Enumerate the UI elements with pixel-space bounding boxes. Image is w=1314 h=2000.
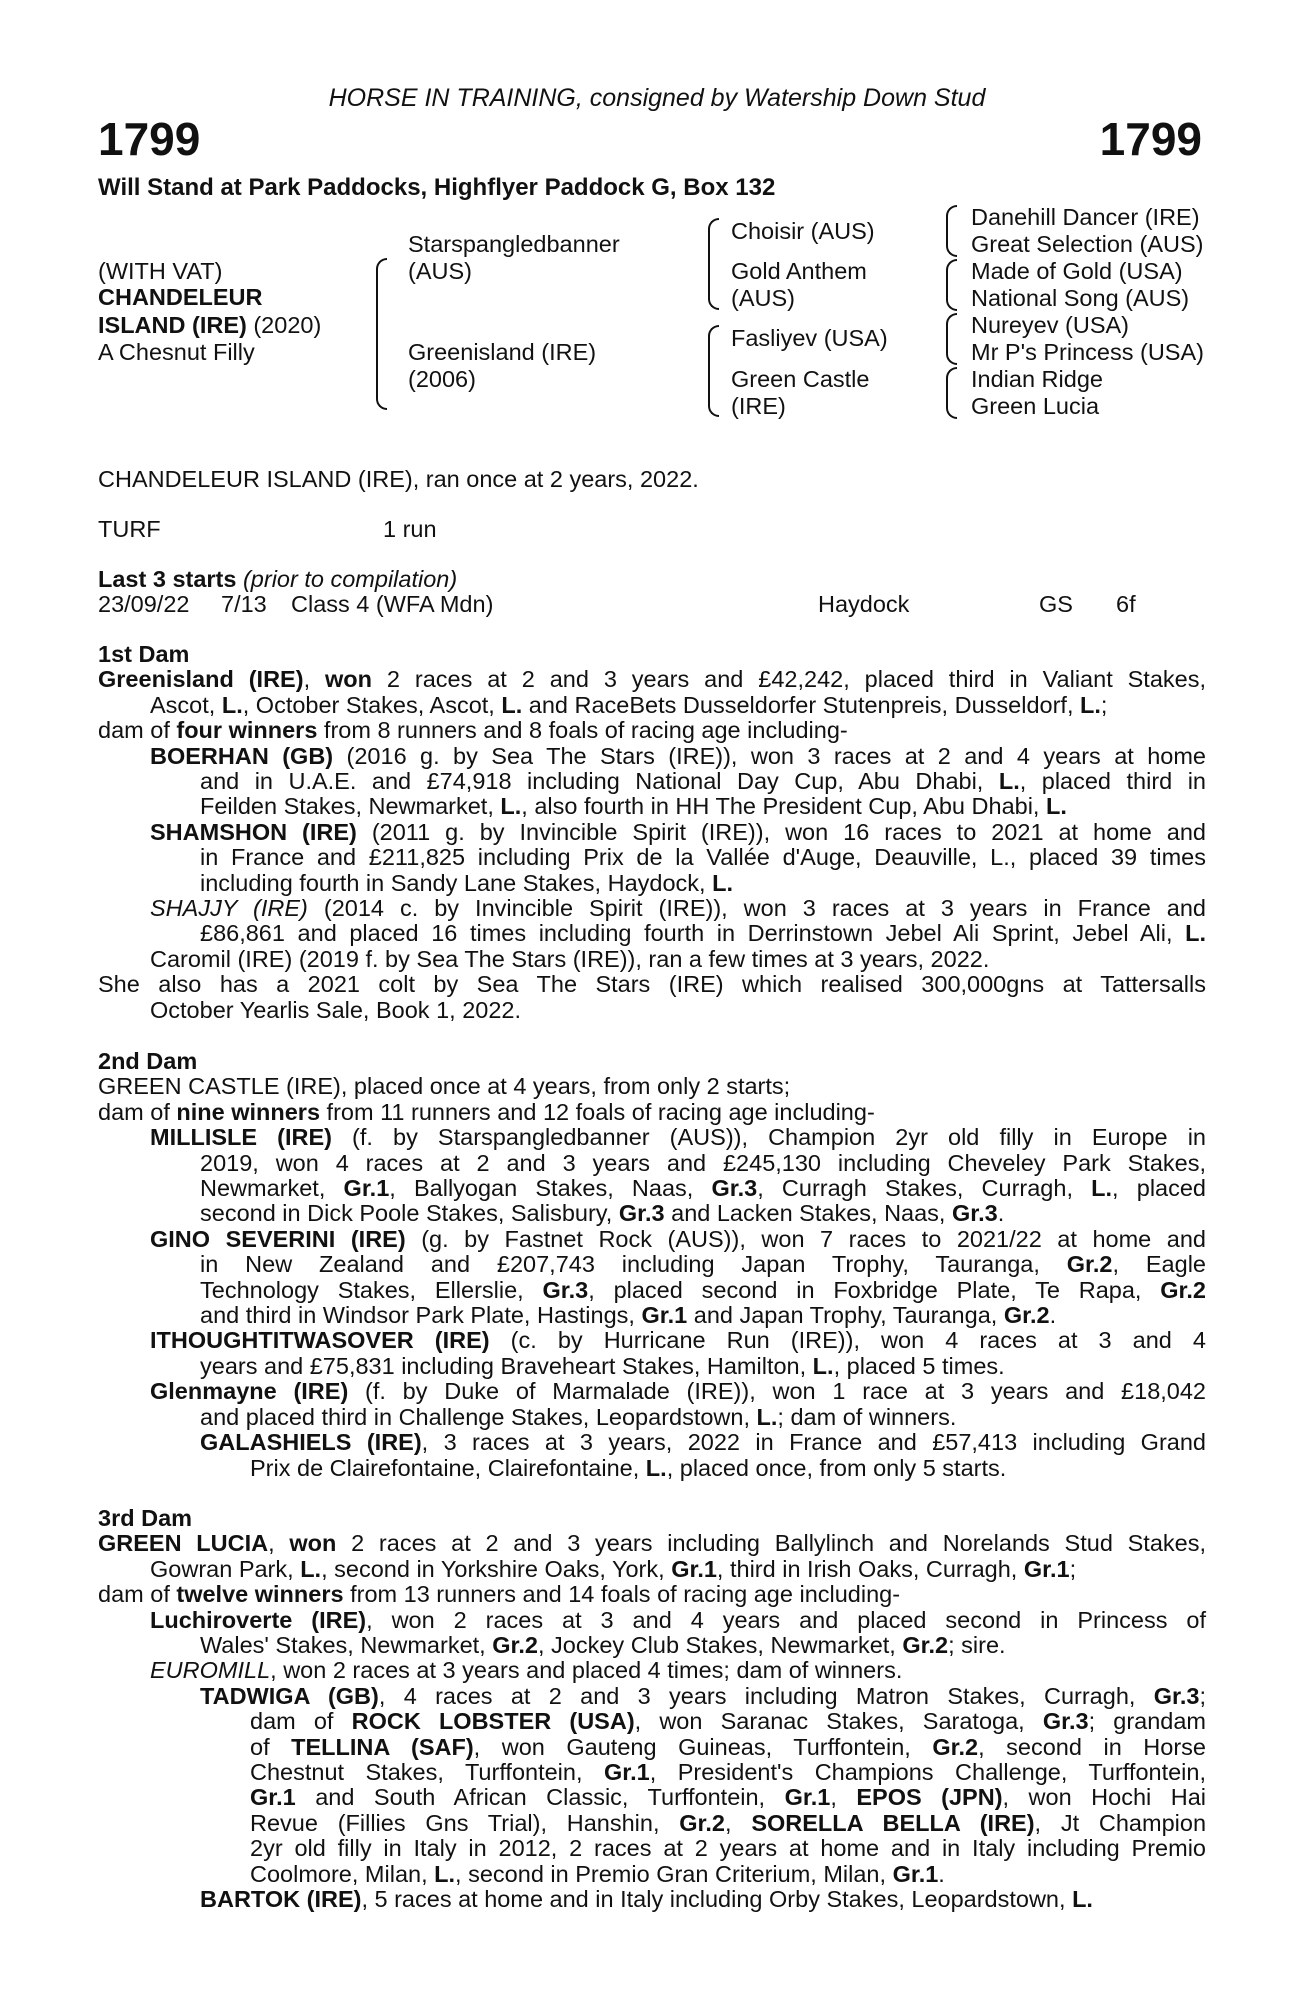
dam-sire: Fasliyev (USA) xyxy=(731,325,888,351)
third-dam-line: Chestnut Stakes, Turffontein, Gr.1, President's Champions Challenge, Turffontein, xyxy=(250,1759,1206,1786)
first-dam-section xyxy=(98,642,1206,1023)
second-dam-line: and placed third in Challenge Stakes, Leopardstown, L.; dam of winners. xyxy=(200,1403,957,1430)
first-dam-line: BOERHAN (GB) (2016 g. by Sea The Stars (IRE)), won 3 races at 2 and 4 years at home xyxy=(150,742,1206,769)
sire-name: Starspangledbanner xyxy=(408,231,620,257)
record-surface: TURF xyxy=(98,516,161,542)
lot-number-right: 1799 xyxy=(1099,113,1202,165)
third-dam-line: TADWIGA (GB), 4 races at 2 and 3 years including Matron Stakes, Curragh, Gr.3; xyxy=(200,1682,1206,1709)
third-dam-line: EUROMILL, won 2 races at 3 years and placed 4 times; dam of winners. xyxy=(150,1657,903,1684)
horse-description: A Chesnut Filly xyxy=(98,339,255,365)
second-dam-line: dam of nine winners from 11 runners and 12 foals of racing age including- xyxy=(98,1098,875,1125)
third-dam-line: Gowran Park, L., second in Yorkshire Oaks, York, Gr.1, third in Irish Oaks, Curragh, Gr.1; xyxy=(150,1555,1077,1582)
grandparent-4: National Song (AUS) xyxy=(971,285,1190,311)
lot-number-left: 1799 xyxy=(98,113,201,165)
dam-dam-line2: (IRE) xyxy=(731,393,786,419)
first-dam-line: including fourth in Sandy Lane Stakes, Haydock, L. xyxy=(200,869,733,896)
third-dam-line: of TELLINA (SAF), won Gauteng Guineas, Turffontein, Gr.2, second in Horse xyxy=(250,1733,1206,1760)
second-dam-line: Prix de Clairefontaine, Clairefontaine, L., placed once, from only 5 starts. xyxy=(250,1454,1007,1481)
second-dam-line: GREEN CASTLE (IRE), placed once at 4 years, from only 2 starts; xyxy=(98,1073,791,1100)
grandparent-3: Made of Gold (USA) xyxy=(971,258,1183,284)
second-dam-heading: 2nd Dam xyxy=(98,1048,198,1074)
last-starts-title: Last 3 starts xyxy=(98,566,237,592)
grandparents-brace-3 xyxy=(946,313,957,365)
horse-name-part2: ISLAND (IRE) xyxy=(98,312,247,338)
first-dam-line: Ascot, L., October Stakes, Ascot, L. and RaceBets Dusseldorfer Stutenpreis, Dusseldorf, L.; xyxy=(150,691,1108,718)
first-dam-line: SHAJJY (IRE) (2014 c. by Invincible Spirit (IRE)), won 3 races at 3 years in France and xyxy=(150,895,1206,922)
first-dam-line: in France and £211,825 including Prix de la Vallée d'Auge, Deauville, L., placed 39 times xyxy=(200,844,1206,871)
second-dam-line: ITHOUGHTITWASOVER (IRE) (c. by Hurricane Run (IRE)), won 4 races at 3 and 4 xyxy=(150,1327,1206,1354)
grandparent-6: Mr P's Princess (USA) xyxy=(971,339,1204,365)
sire-dam-brace xyxy=(376,258,387,410)
first-dam-heading: 1st Dam xyxy=(98,641,190,667)
first-dam-line: SHAMSHON (IRE) (2011 g. by Invincible Spirit (IRE)), won 16 races to 2021 at home and xyxy=(150,818,1206,845)
start-course: Haydock xyxy=(818,591,910,617)
grandparent-7: Indian Ridge xyxy=(971,366,1103,392)
horse-name-line1: CHANDELEUR xyxy=(98,284,263,310)
second-dam-line: Technology Stakes, Ellerslie, Gr.3, placed second in Foxbridge Plate, Te Rapa, Gr.2 xyxy=(200,1276,1206,1303)
sire-dam-line2: (AUS) xyxy=(731,285,795,311)
third-dam-line: dam of ROCK LOBSTER (USA), won Saranac Stakes, Saratoga, Gr.3; grandam xyxy=(250,1708,1207,1735)
last-starts-note: (prior to compilation) xyxy=(236,566,458,592)
stand-location: Will Stand at Park Paddocks, Highflyer Paddock G, Box 132 xyxy=(98,174,776,201)
second-dam-line: years and £75,831 including Braveheart Stakes, Hamilton, L., placed 5 times. xyxy=(200,1352,1005,1379)
third-dam-section xyxy=(98,1506,1206,1913)
sire-parents-brace xyxy=(708,218,719,310)
first-dam-line: Feilden Stakes, Newmarket, L., also fourth in HH The President Cup, Abu Dhabi, L. xyxy=(200,793,1067,820)
race-summary: CHANDELEUR ISLAND (IRE), ran once at 2 years, 2022. xyxy=(98,466,699,492)
sire-dam-line1: Gold Anthem xyxy=(731,258,867,284)
grandparents-brace-1 xyxy=(946,205,957,257)
third-dam-line: BARTOK (IRE), 5 races at home and in Italy including Orby Stakes, Leopardstown, L. xyxy=(200,1886,1093,1913)
grandparent-5: Nureyev (USA) xyxy=(971,312,1130,338)
first-dam-line: dam of four winners from 8 runners and 8 foals of racing age including- xyxy=(98,717,848,744)
dam-parents-brace xyxy=(708,325,719,417)
vat-note: (WITH VAT) xyxy=(98,258,223,284)
second-dam-line: Newmarket, Gr.1, Ballyogan Stakes, Naas, Gr.3, Curragh Stakes, Curragh, L., placed xyxy=(200,1175,1206,1202)
third-dam-line: 2yr old filly in Italy in 2012, 2 races at 2 years at home and in Italy including Premio xyxy=(250,1835,1206,1862)
start-distance: 6f xyxy=(1116,591,1136,617)
second-dam-line: GALASHIELS (IRE), 3 races at 3 years, 2022 in France and £57,413 including Grand xyxy=(200,1429,1206,1456)
last-starts-heading xyxy=(98,566,457,593)
second-dam-line: in New Zealand and £207,743 including Japan Trophy, Tauranga, Gr.2, Eagle xyxy=(200,1251,1206,1278)
first-dam-line: and in U.A.E. and £74,918 including National Day Cup, Abu Dhabi, L., placed third in xyxy=(200,768,1206,795)
first-dam-line: Greenisland (IRE), won 2 races at 2 and 3 years and £42,242, placed third in Valiant Stakes, xyxy=(98,666,1206,693)
start-date: 23/09/22 xyxy=(98,591,190,617)
record-runs: 1 run xyxy=(383,516,437,542)
grandparent-1: Danehill Dancer (IRE) xyxy=(971,204,1200,230)
third-dam-line: Wales' Stakes, Newmarket, Gr.2, Jockey Club Stakes, Newmarket, Gr.2; sire. xyxy=(200,1632,1006,1659)
grandparent-8: Green Lucia xyxy=(971,393,1100,419)
grandparents-brace-4 xyxy=(946,367,957,419)
second-dam-line: GINO SEVERINI (IRE) (g. by Fastnet Rock (AUS)), won 7 races to 2021/22 at home and xyxy=(150,1225,1206,1252)
first-dam-line: £86,861 and placed 16 times including fourth in Derrinstown Jebel Ali Sprint, Jebel Ali, L. xyxy=(200,920,1206,947)
second-dam-line: Glenmayne (IRE) (f. by Duke of Marmalade (IRE)), won 1 race at 3 years and £18,042 xyxy=(150,1378,1206,1405)
third-dam-line: dam of twelve winners from 13 runners and 14 foals of racing age including- xyxy=(98,1581,901,1608)
sire-sire: Choisir (AUS) xyxy=(731,218,875,244)
horse-name-line2 xyxy=(98,312,321,339)
first-dam-line: October Yearlis Sale, Book 1, 2022. xyxy=(150,996,522,1023)
second-dam-line: and third in Windsor Park Plate, Hastings, Gr.1 and Japan Trophy, Tauranga, Gr.2. xyxy=(200,1302,1057,1329)
third-dam-line: Coolmore, Milan, L., second in Premio Gran Criterium, Milan, Gr.1. xyxy=(250,1860,945,1887)
first-dam-line: Caromil (IRE) (2019 f. by Sea The Stars (IRE)), ran a few times at 3 years, 2022. xyxy=(150,945,990,972)
second-dam-line: second in Dick Poole Stakes, Salisbury, Gr.3 and Lacken Stakes, Naas, Gr.3. xyxy=(200,1200,1005,1227)
grandparents-brace-2 xyxy=(946,259,957,311)
consignment-line: HORSE IN TRAINING, consigned by Watership Down Stud xyxy=(328,84,986,112)
dam-dam-line1: Green Castle xyxy=(731,366,870,392)
start-position: 7/13 xyxy=(221,591,267,617)
dam-name: Greenisland (IRE) xyxy=(408,339,597,365)
first-dam-line: She also has a 2021 colt by Sea The Stars (IRE) which realised 300,000gns at Tattersalls xyxy=(98,971,1206,998)
third-dam-line: GREEN LUCIA, won 2 races at 2 and 3 years including Ballylinch and Norelands Stud Stakes, xyxy=(98,1530,1207,1557)
second-dam-section xyxy=(98,1049,1206,1481)
third-dam-line: Revue (Fillies Gns Trial), Hanshin, Gr.2, SORELLA BELLA (IRE), Jt Champion xyxy=(250,1809,1207,1836)
horse-year: (2020) xyxy=(246,312,322,338)
grandparent-2: Great Selection (AUS) xyxy=(971,231,1204,257)
third-dam-heading: 3rd Dam xyxy=(98,1505,193,1531)
third-dam-line: Luchiroverte (IRE), won 2 races at 3 and 4 years and placed second in Princess of xyxy=(150,1606,1206,1633)
second-dam-line: 2019, won 4 races at 2 and 3 years and £245,130 including Cheveley Park Stakes, xyxy=(200,1149,1206,1176)
start-race: Class 4 (WFA Mdn) xyxy=(291,591,494,617)
sire-country: (AUS) xyxy=(408,258,472,284)
third-dam-line: Gr.1 and South African Classic, Turffontein, Gr.1, EPOS (JPN), won Hochi Hai xyxy=(250,1784,1207,1811)
dam-year: (2006) xyxy=(408,366,476,392)
second-dam-line: MILLISLE (IRE) (f. by Starspangledbanner (AUS)), Champion 2yr old filly in Europe in xyxy=(150,1124,1207,1151)
start-going: GS xyxy=(1039,591,1073,617)
